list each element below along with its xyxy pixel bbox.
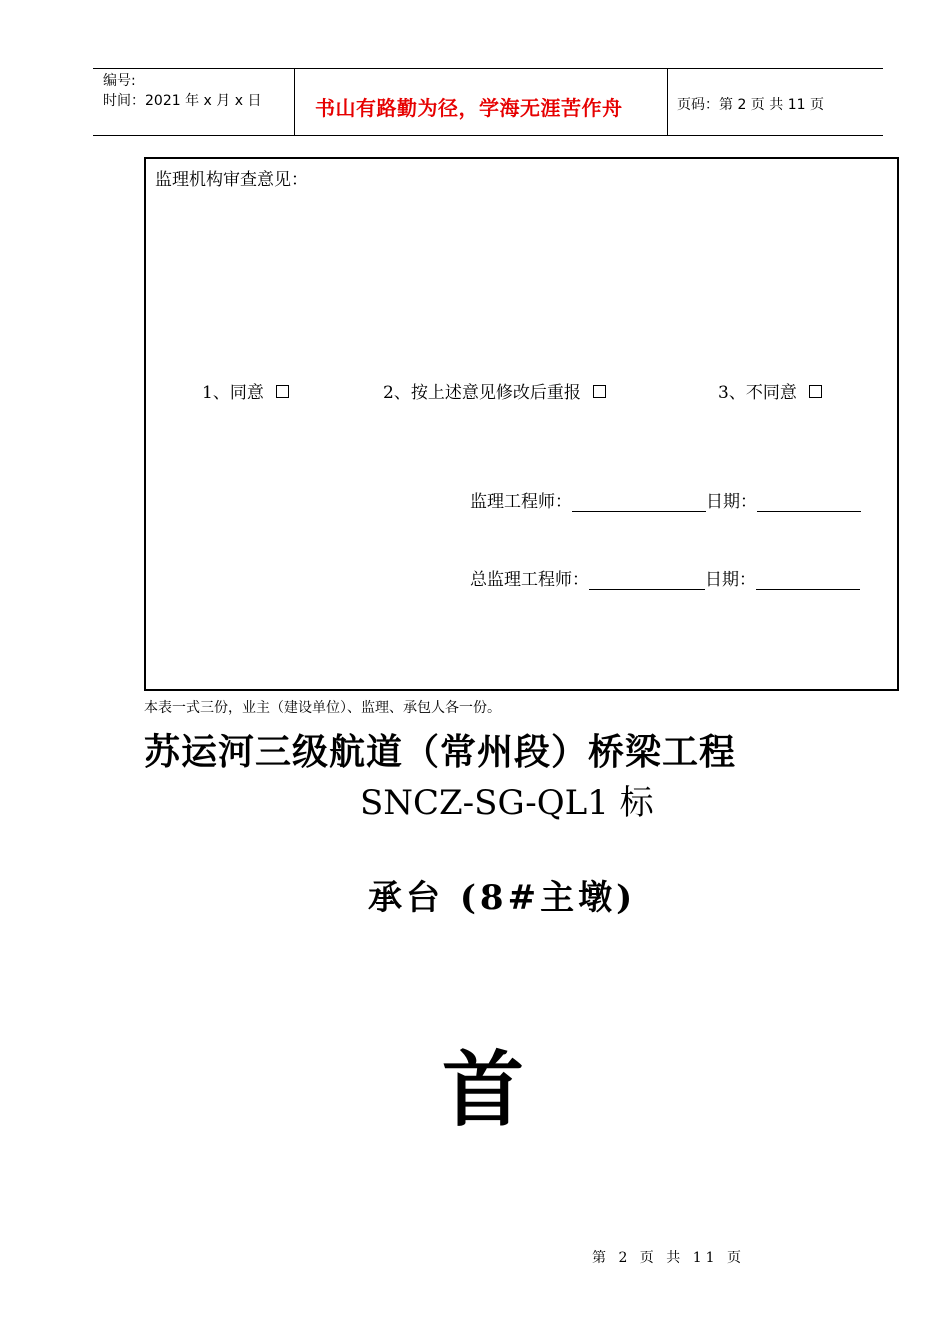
header-divider-1 bbox=[294, 69, 295, 136]
option-agree-label: 1、同意 bbox=[202, 383, 264, 403]
option-agree[interactable] bbox=[202, 378, 289, 403]
project-title: 苏运河三级航道（常州段）桥梁工程 bbox=[144, 731, 737, 773]
option-revise[interactable] bbox=[383, 378, 606, 403]
header-divider-2 bbox=[667, 69, 668, 136]
review-heading: 监理机构审查意见： bbox=[155, 170, 308, 190]
chief-engineer-date-label: 日期： bbox=[705, 570, 756, 590]
review-box bbox=[144, 157, 899, 691]
engineer-label: 监理工程师： bbox=[470, 492, 572, 512]
large-character: 首 bbox=[442, 1042, 525, 1138]
engineer-date-line[interactable] bbox=[757, 493, 861, 512]
engineer-signature-line[interactable] bbox=[572, 493, 706, 512]
option-disagree-checkbox[interactable] bbox=[809, 385, 822, 398]
header-bottom-rule bbox=[93, 135, 883, 136]
chief-engineer-signature-line[interactable] bbox=[589, 571, 705, 590]
engineer-signature-row bbox=[470, 487, 861, 512]
engineer-date-label: 日期： bbox=[706, 492, 757, 512]
chief-engineer-date-line[interactable] bbox=[756, 571, 860, 590]
chief-engineer-label: 总监理工程师： bbox=[470, 570, 589, 590]
document-number-label: 编号: bbox=[103, 73, 136, 89]
header-motto: 书山有路勤为径，学海无涯苦作舟 bbox=[315, 96, 623, 120]
subject-title: 承台 (8#主墩) bbox=[368, 878, 637, 918]
option-disagree[interactable] bbox=[718, 378, 822, 403]
option-agree-checkbox[interactable] bbox=[276, 385, 289, 398]
option-revise-checkbox[interactable] bbox=[593, 385, 606, 398]
header-page-label: 页码：第 2 页 共 11 页 bbox=[677, 97, 824, 113]
chief-engineer-signature-row bbox=[470, 565, 860, 590]
option-revise-label: 2、按上述意见修改后重报 bbox=[383, 383, 581, 403]
document-time-label: 时间：2021 年 x 月 x 日 bbox=[103, 93, 262, 109]
copies-note: 本表一式三份，业主（建设单位）、监理、承包人各一份。 bbox=[144, 700, 501, 716]
option-disagree-label: 3、不同意 bbox=[718, 383, 797, 403]
header-top-rule bbox=[93, 68, 883, 69]
contract-code: SNCZ-SG-QL1 标 bbox=[360, 783, 654, 823]
page-footer: 第 2 页 共 11 页 bbox=[592, 1250, 745, 1266]
